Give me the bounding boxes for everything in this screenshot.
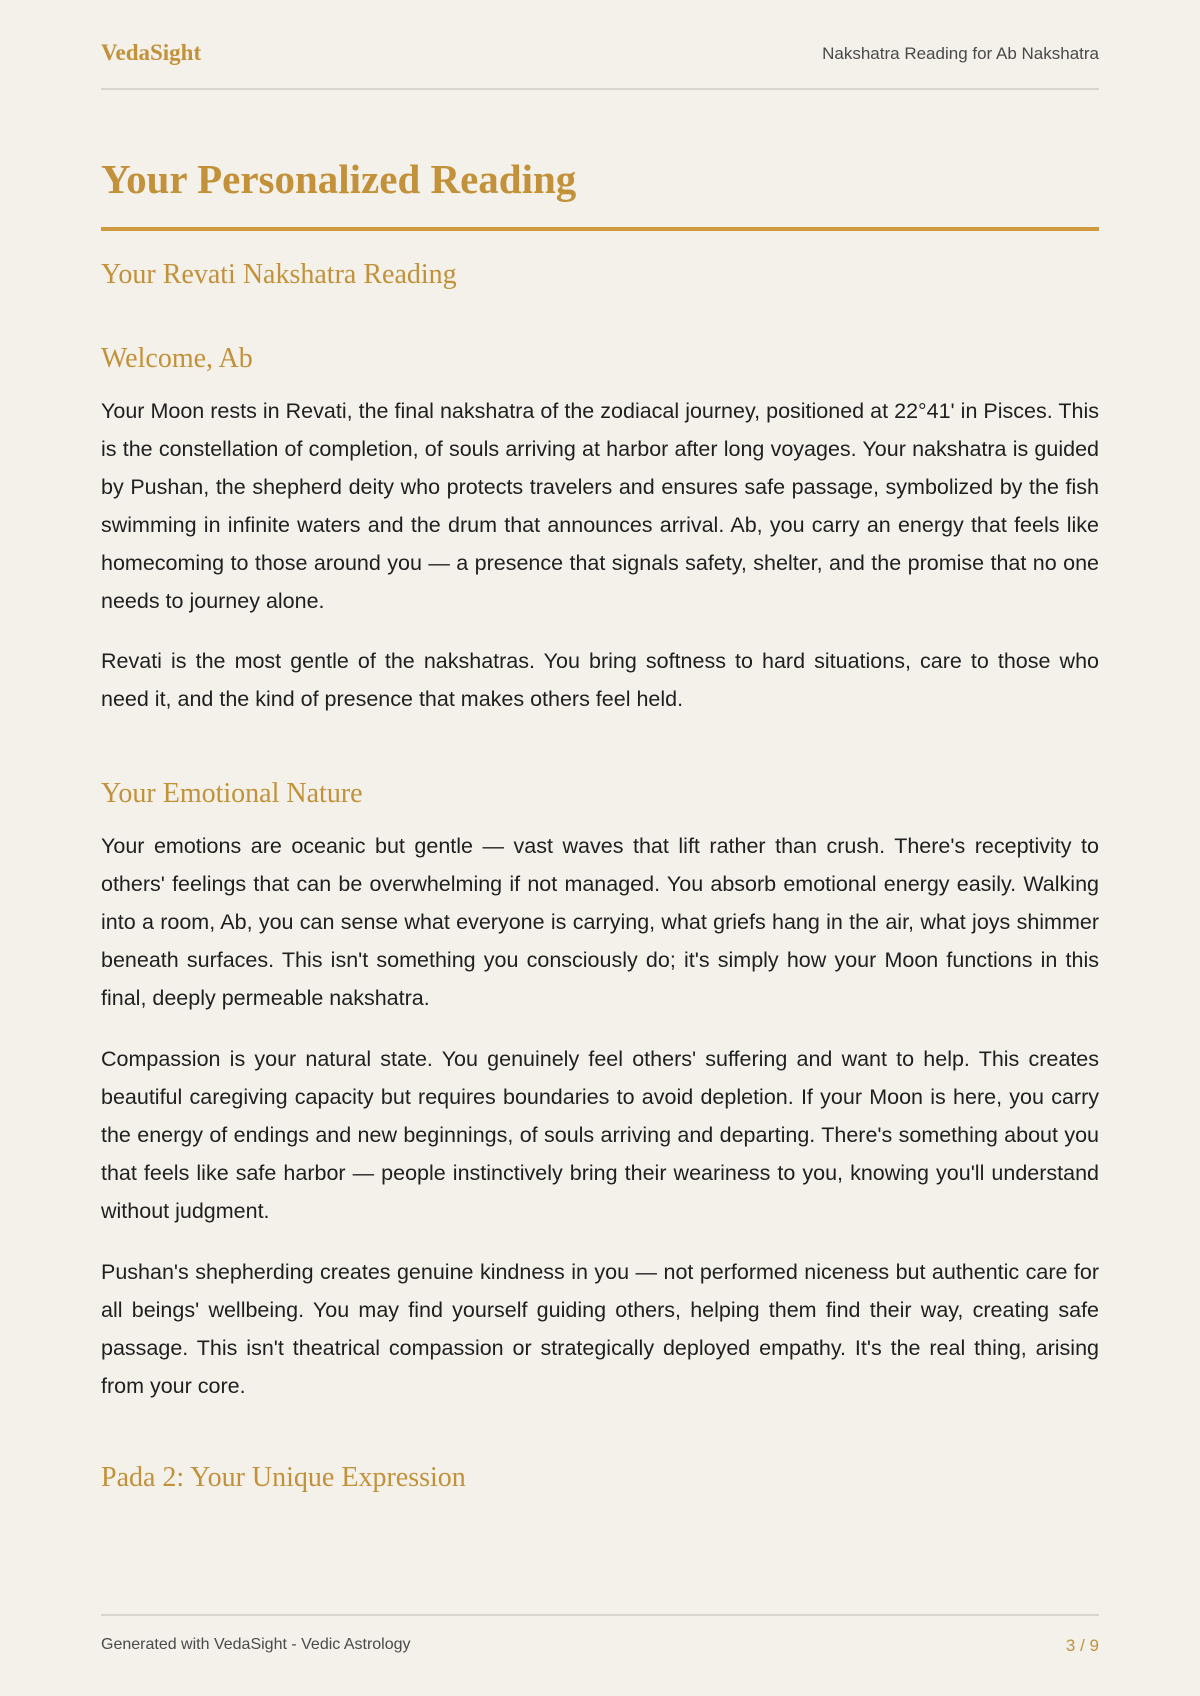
paragraph-welcome-1: Your Moon rests in Revati, the final nakshatra of the zodiacal journey, positioned at 22°41' in Pisces. This is the constellation of completion, of souls arriving at harbor after long voyages. Your nakshatra is guided by Pushan, the shepherd deity who protects travelers and ensures safe passage, symbolized by the fish swimming in infinite waters and the drum that announces arrival. Ab, you carry an energy that feels like homecoming to those around you — a presence that signals safety, shelter, and the promise that no one needs to journey alone. <box>101 399 1099 613</box>
reading-subtitle: Your Revati Nakshatra Reading <box>101 259 457 290</box>
page-footer <box>101 1614 1099 1656</box>
page-header <box>101 36 1099 90</box>
header-document-title: Nakshatra Reading for Ab Nakshatra <box>822 44 1099 63</box>
paragraph-emotional-2: Compassion is your natural state. You genuinely feel others' suffering and want to help. This creates beautiful caregiving capacity but requires boundaries to avoid depletion. If your Moon is here, you carry the energy of endings and new beginnings, of souls arriving and departing. There's something about you that feels like safe harbor — people instinctively bring their weariness to you, knowing you'll understand without judgment. <box>101 1047 1099 1223</box>
page-title: Your Personalized Reading <box>101 156 577 202</box>
section-heading-emotional-nature: Your Emotional Nature <box>101 778 363 809</box>
paragraph-emotional-3: Pushan's shepherding creates genuine kindness in you — not performed niceness but authentic care for all beings' wellbeing. You may find yourself guiding others, helping them find their way, creating safe passage. This isn't theatrical compassion or strategically deployed empathy. It's the real thing, arising from your core. <box>101 1260 1099 1398</box>
paragraph-welcome-2: Revati is the most gentle of the nakshatras. You bring softness to hard situations, care to those who need it, and the kind of presence that makes others feel held. <box>101 649 1099 711</box>
brand-logo: VedaSight <box>101 40 202 65</box>
paragraph-emotional-1: Your emotions are oceanic but gentle — vast waves that lift rather than crush. There's receptivity to others' feelings that can be overwhelming if not managed. You absorb emotional energy easily. Walking into a room, Ab, you can sense what everyone is carrying, what griefs hang in the air, what joys shimmer beneath surfaces. This isn't something you consciously do; it's simply how your Moon functions in this final, deeply permeable nakshatra. <box>101 834 1099 1010</box>
section-heading-pada-2: Pada 2: Your Unique Expression <box>101 1462 466 1493</box>
document-page <box>101 0 1099 1696</box>
page-number: 3 / 9 <box>1065 1636 1099 1655</box>
title-divider <box>101 227 1099 231</box>
section-heading-welcome: Welcome, Ab <box>101 343 253 374</box>
footer-credit: Generated with VedaSight - Vedic Astrology <box>101 1636 411 1653</box>
